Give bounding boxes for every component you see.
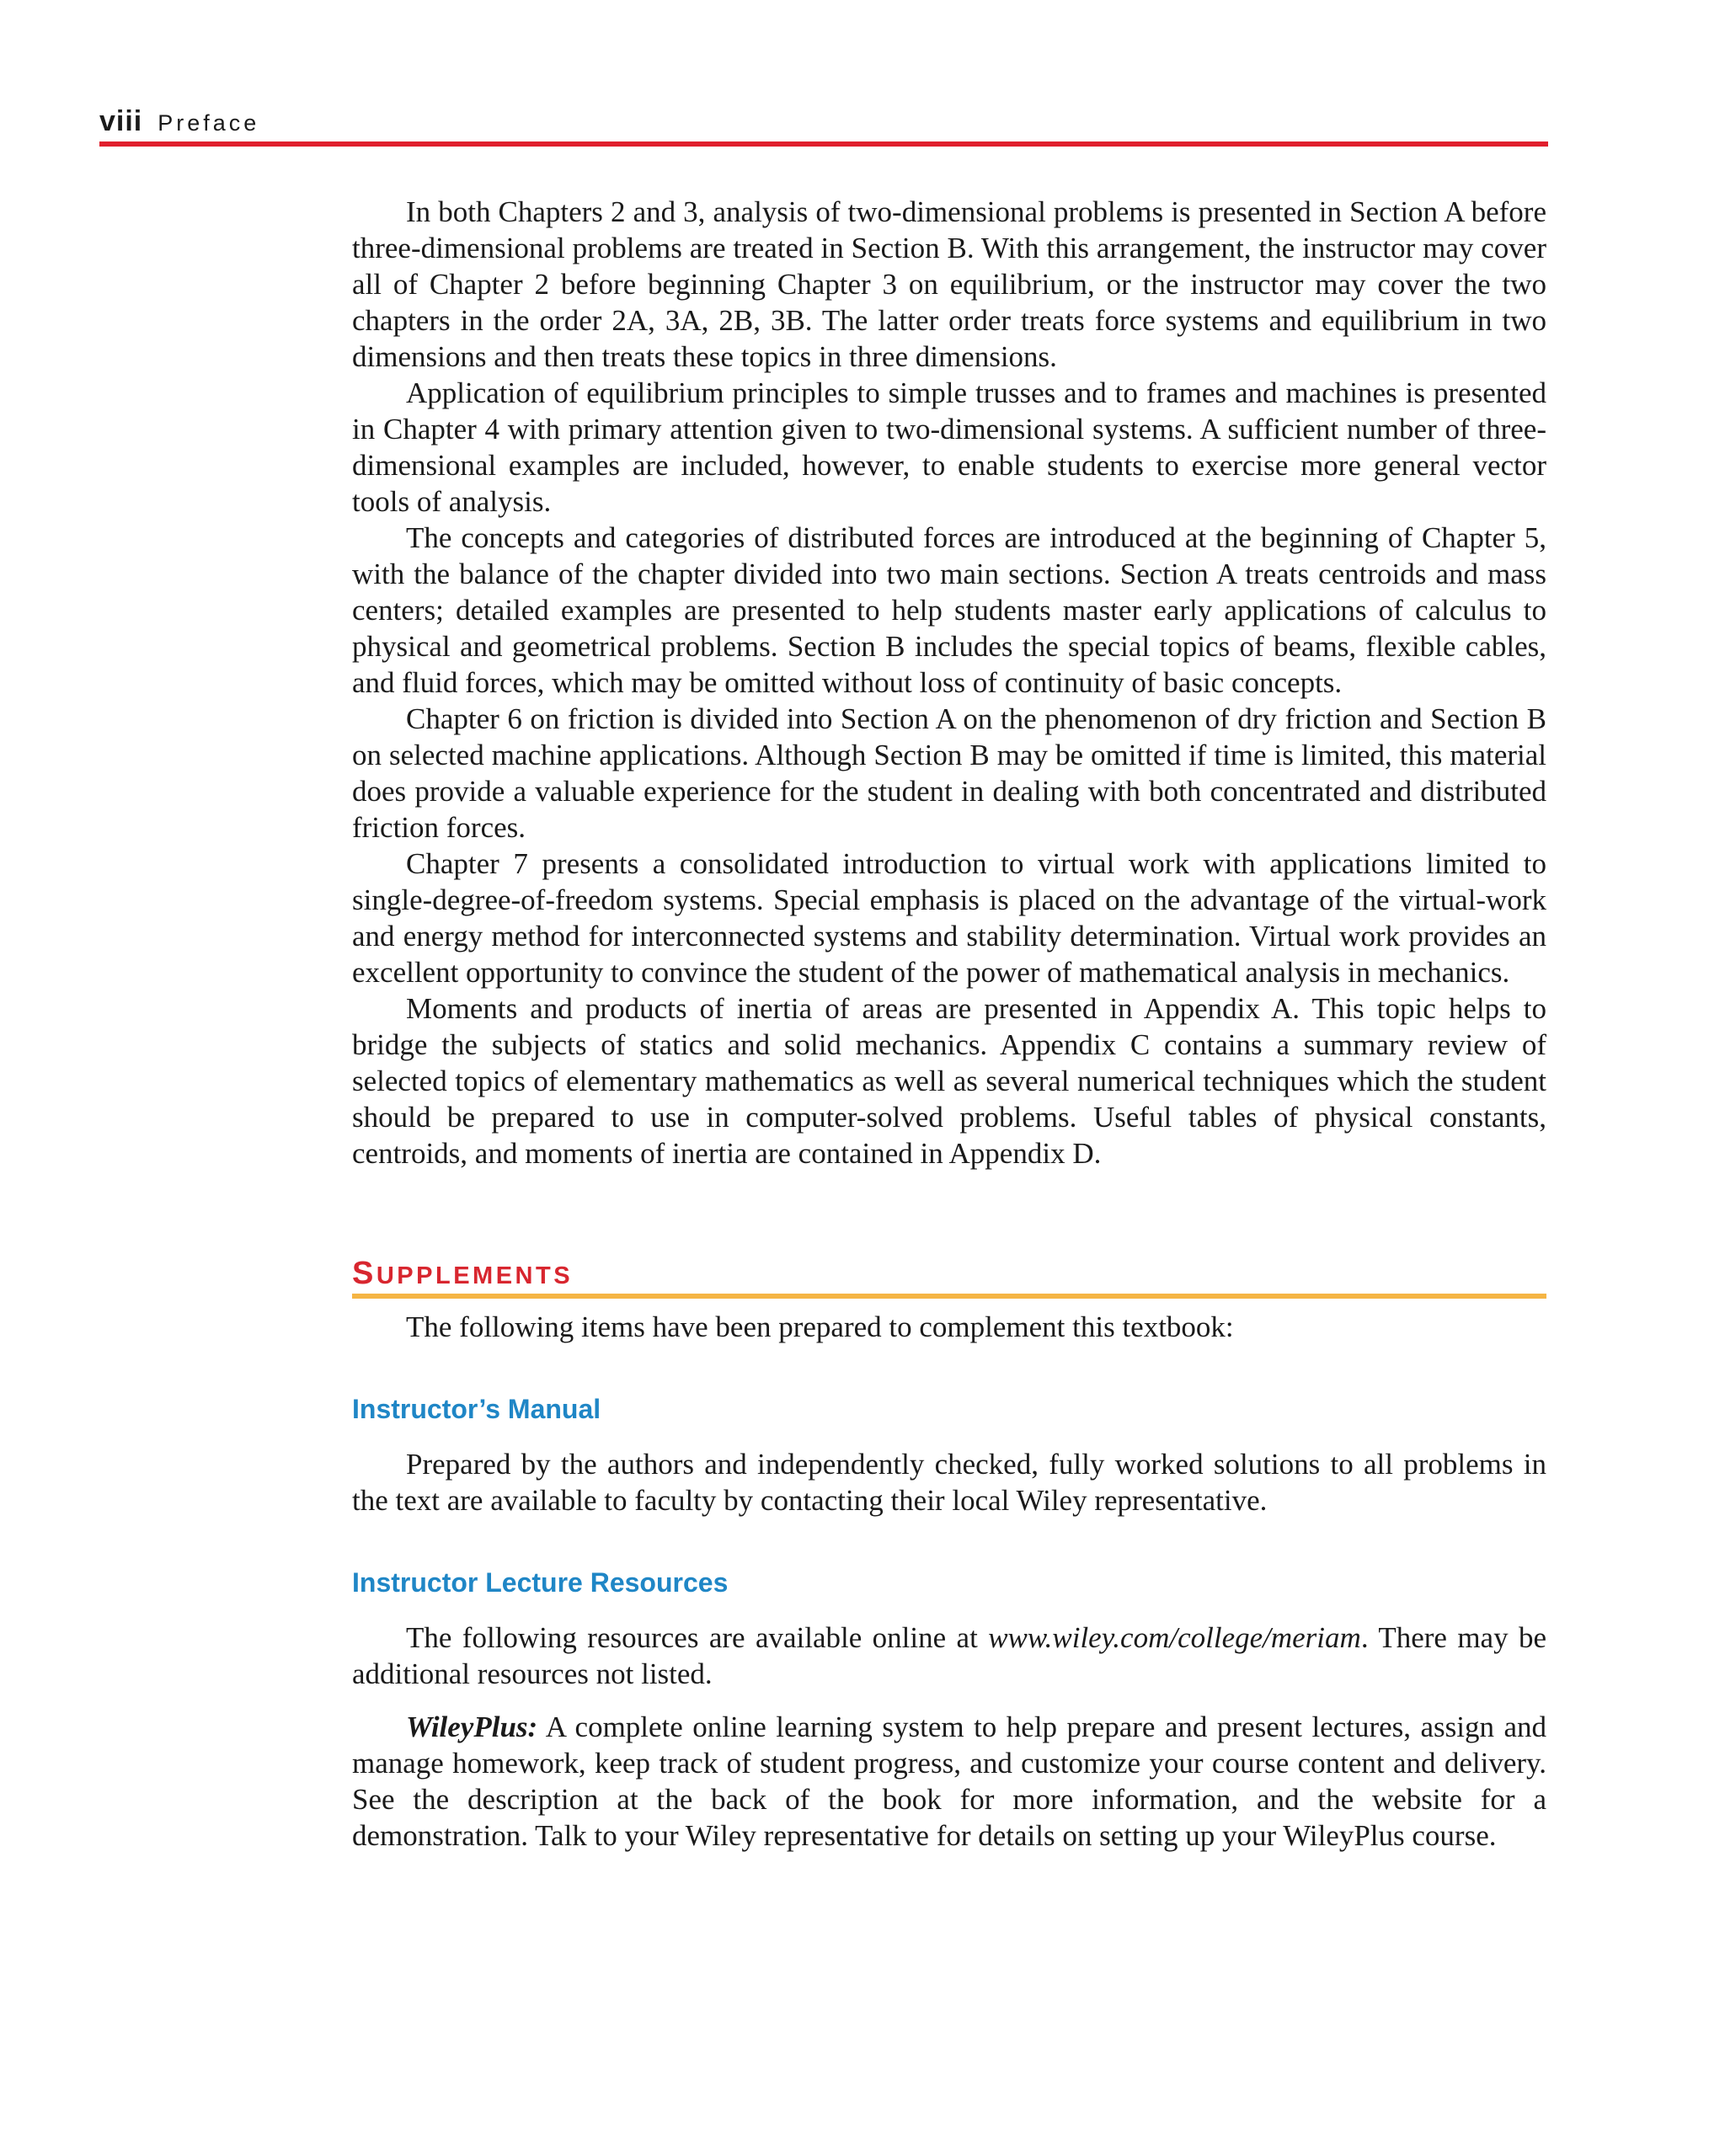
lecture-resources-heading: Instructor Lecture Resources xyxy=(352,1567,729,1598)
page-content xyxy=(352,194,1546,1854)
lecture-resources-text xyxy=(352,1620,1546,1692)
wiley-url-link[interactable]: www.wiley.com/college/meriam xyxy=(988,1621,1361,1654)
header-rule xyxy=(99,141,1548,147)
paragraph-chapters-2-3: In both Chapters 2 and 3, analysis of two-dimensional problems is presented in Section A before three-dimensional problems are treated in Section B. With this arrangement, the instructor may cover all of Chapter 2 before beginning Chapter 3 on equilibrium, or the instructor may cover the two chapters in the order 2A, 3A, 2B, 3B. The latter order treats force systems and equilibrium in two dimensions and then treats these topics in three dimensions. xyxy=(352,195,1546,373)
paragraph-appendices: Moments and products of inertia of areas are presented in Appendix A. This topic helps to bridge the subjects of statics and solid mechanics. Appendix C contains a summary review of selected topics of elementary mathematics as well as several numerical techniques which the student should be prepared to use in computer-solved problems. Useful tables of physical constants, centroids, and moments of inertia are contained in Appendix D. xyxy=(352,992,1546,1170)
running-section-title: Preface xyxy=(158,110,260,136)
lecture-resources-text-end: . There may be additional resources not listed. xyxy=(352,1621,1546,1690)
supplements-intro: The following items have been prepared to complement this textbook: xyxy=(406,1310,1234,1343)
wileyplus-paragraph xyxy=(352,1709,1546,1854)
page-number: viii xyxy=(99,105,143,137)
wileyplus-text: A complete online learning system to help prepare and present lectures, assign and manage homework, keep track of student progress, and customize your course content and delivery. See the description at the back of the book for more information, and the website for a demonstration. Talk to your Wiley representative for details on setting up your WileyPlus course. xyxy=(352,1710,1546,1852)
supplements-heading-rest: UPPLEMENTS xyxy=(376,1262,574,1289)
paragraph-chapter-6: Chapter 6 on friction is divided into Section A on the phenomenon of dry friction and Section B on selected machine applications. Although Section B may be omitted if time is limited, this material does provide a valuable experience for the student in dealing with both concentrated and distributed friction forces. xyxy=(352,702,1546,844)
paragraph-chapter-7: Chapter 7 presents a consolidated introduction to virtual work with applications limited to single-degree-of-freedom systems. Special emphasis is placed on the advantage of the virtual-work and energy method for interconnected systems and stability determination. Virtual work provides an excellent opportunity to convince the student of the power of mathematical analysis in mechanics. xyxy=(352,847,1546,989)
supplements-heading-cap: S xyxy=(352,1256,377,1291)
wileyplus-term: WileyPlus: xyxy=(406,1710,538,1743)
instructors-manual-text: Prepared by the authors and independently checked, fully worked solutions to all problems in the text are available to faculty by contacting their local Wiley representative. xyxy=(352,1448,1546,1517)
supplements-heading xyxy=(352,1257,1546,1294)
running-header xyxy=(99,105,259,138)
paragraph-chapter-5: The concepts and categories of distributed forces are introduced at the beginning of Chapter 5, with the balance of the chapter divided into two main sections. Section A treats centroids and mass centers; detailed examples are presented to help students master early applications of calculus to physical and geometrical problems. Section B includes the special topics of beams, flexible cables, and fluid forces, which may be omitted without loss of continuity of basic concepts. xyxy=(352,521,1546,699)
supplements-rule xyxy=(352,1294,1546,1299)
paragraph-chapter-4: Application of equilibrium principles to simple trusses and to frames and machines is presented in Chapter 4 with primary attention given to two-dimensional systems. A sufficient number of three-dimensional examples are included, however, to enable students to exercise more general vector tools of analysis. xyxy=(352,376,1546,518)
instructors-manual-heading: Instructor’s Manual xyxy=(352,1394,601,1424)
lecture-resources-text-start: The following resources are available online at xyxy=(406,1621,989,1654)
